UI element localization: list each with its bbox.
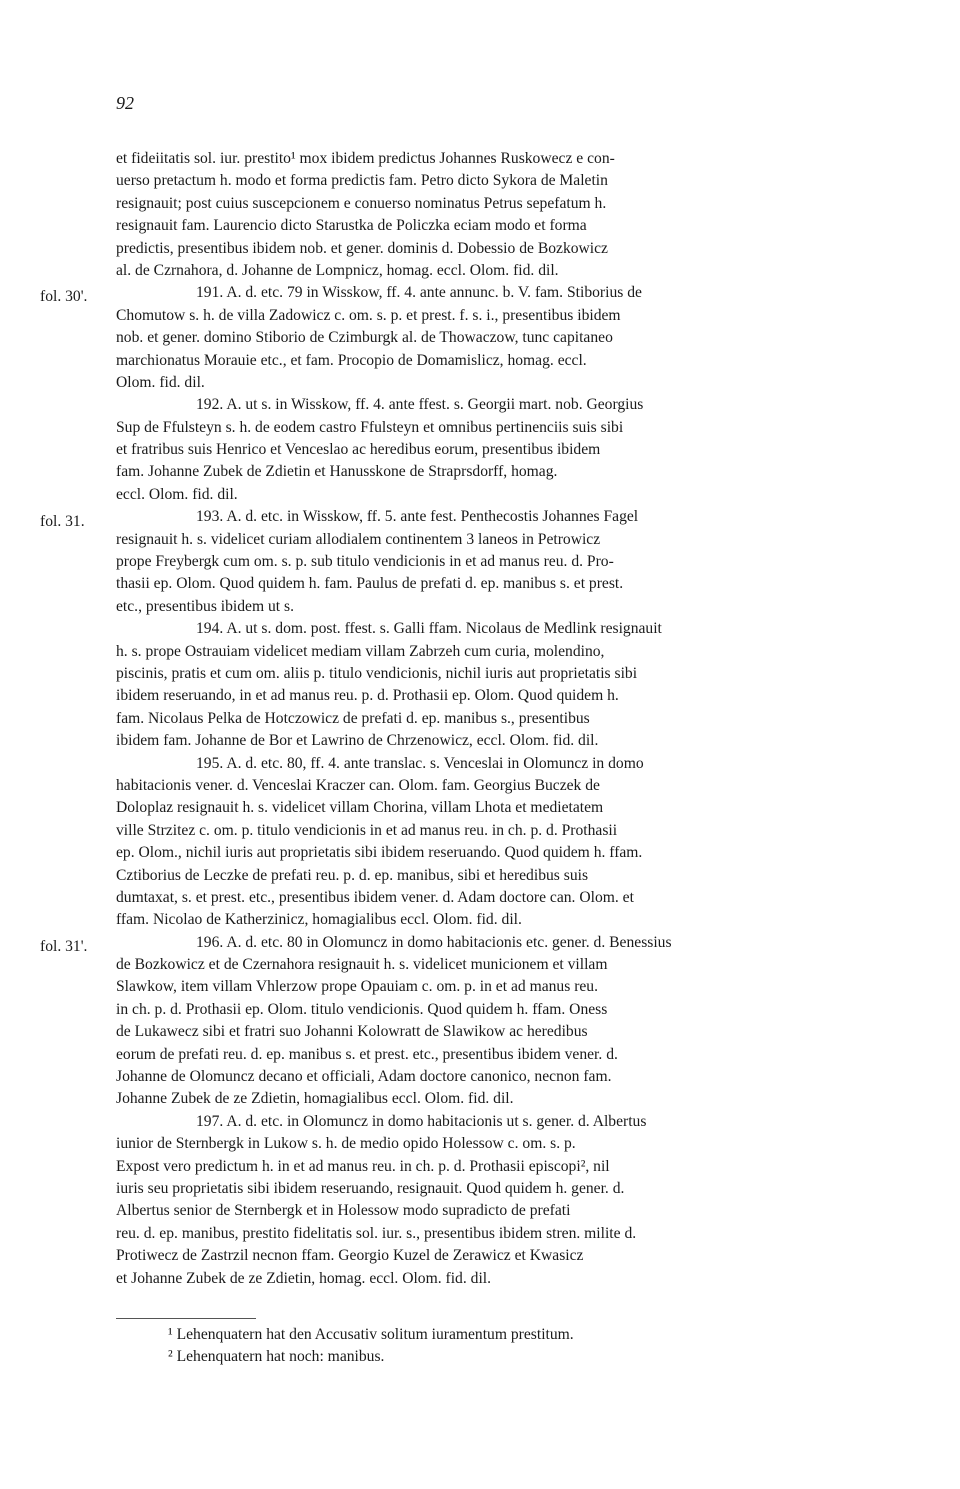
text-line: ibidem fam. Johanne de Bor et Lawrino de Chrzenowicz, eccl. Olom. fid. dil. <box>116 732 599 750</box>
text-line: Johanne Zubek de ze Zdietin, homagialibus eccl. Olom. fid. dil. <box>116 1090 514 1108</box>
text-line: prope Freybergk cum om. s. p. sub titulo vendicionis in et ad manus reu. d. Pro- <box>116 553 614 571</box>
text-line: eccl. Olom. fid. dil. <box>116 485 238 503</box>
text-line: iuris seu proprietatis sibi ibidem reseruando, resignauit. Quod quidem h. gener. d. <box>116 1179 625 1197</box>
text-line: Johanne de Olomuncz decano et officiali, Adam doctore canonico, necnon fam. <box>116 1068 612 1086</box>
text-line: Doloplaz resignauit h. s. videlicet villam Chorina, villam Lhota et medietatem <box>116 799 604 817</box>
text-line: ibidem reseruando, in et ad manus reu. p. d. Prothasii ep. Olom. Quod quidem h. <box>116 687 619 705</box>
text-line: Albertus senior de Sternbergk et in Holessow modo supradicto de prefati <box>116 1202 571 1220</box>
entry-194-start: 194. A. ut s. dom. post. ffest. s. Galli ffam. Nicolaus de Medlink resignauit <box>196 620 662 638</box>
text-line: Protiwecz de Zastrzil necnon ffam. Georgio Kuzel de Zerawicz et Kwasicz <box>116 1247 584 1265</box>
footnote-divider <box>116 1318 256 1319</box>
text-line: resignauit; post cuius suscepcionem e conuerso nominatus Petrus sepefatum h. <box>116 194 607 212</box>
margin-note-fol-30v: fol. 30'. <box>40 288 88 305</box>
text-line: uerso pretactum h. modo et forma predictis fam. Petro dicto Sykora de Maletin <box>116 172 608 190</box>
footnote-2: ² Lehenquatern hat noch: manibus. <box>168 1348 385 1365</box>
text-line: h. s. prope Ostrauiam videlicet mediam villam Zabrzeh cum curia, molendino, <box>116 642 605 660</box>
text-line: eorum de prefati reu. d. ep. manibus s. et prest. etc., presentibus ibidem vener. d. <box>116 1045 618 1063</box>
text-line: dumtaxat, s. et prest. etc., presentibus ibidem vener. d. Adam doctore can. Olom. et <box>116 888 634 906</box>
entry-191-start: 191. A. d. etc. 79 in Wisskow, ff. 4. ante annunc. b. V. fam. Stiborius de <box>196 284 642 302</box>
text-line: Cztiborius de Leczke de prefati reu. p. d. ep. manibus, sibi et heredibus suis <box>116 866 589 884</box>
entry-196-start: 196. A. d. etc. 80 in Olomuncz in domo habitacionis etc. gener. d. Benessius <box>196 933 672 951</box>
text-line: predictis, presentibus ibidem nob. et gener. dominis d. Dobessio de Bozkowicz <box>116 239 608 257</box>
text-line: resignauit fam. Laurencio dicto Starustka de Policzka eciam modo et forma <box>116 217 587 235</box>
entry-197-start: 197. A. d. etc. in Olomuncz in domo habitacionis ut s. gener. d. Albertus <box>196 1112 647 1130</box>
margin-note-fol-31: fol. 31. <box>40 513 85 530</box>
text-line: nob. et gener. domino Stiborio de Czimburgk al. de Thowaczow, tunc capitaneo <box>116 329 613 347</box>
entry-195-start: 195. A. d. etc. 80, ff. 4. ante translac. s. Venceslai in Olomuncz in domo <box>196 754 644 772</box>
text-line: al. de Czrnahora, d. Johanne de Lompnicz, homag. eccl. Olom. fid. dil. <box>116 261 559 279</box>
footnotes <box>168 1324 574 1368</box>
text-line: habitacionis vener. d. Venceslai Kraczer can. Olom. fam. Georgius Buczek de <box>116 776 600 794</box>
text-line: Expost vero predictum h. in et ad manus reu. in ch. p. d. Prothasii episcopi², nil <box>116 1157 610 1175</box>
page-number: 92 <box>116 93 134 113</box>
text-line: et Johanne Zubek de ze Zdietin, homag. eccl. Olom. fid. dil. <box>116 1269 492 1287</box>
text-line: Olom. fid. dil. <box>116 373 205 391</box>
text-line: ville Strzitez c. om. p. titulo vendicionis in et ad manus reu. in ch. p. d. Prothasii <box>116 821 618 839</box>
text-line: in ch. p. d. Prothasii ep. Olom. titulo vendicionis. Quod quidem h. ffam. Oness <box>116 1000 608 1018</box>
text-line: fam. Nicolaus Pelka de Hotczowicz de prefati d. ep. manibus s., presentibus <box>116 709 590 727</box>
text-line: piscinis, pratis et cum om. aliis p. titulo vendicionis, nichil iuris aut proprietatis sibi <box>116 664 638 682</box>
text-line: marchionatus Morauie etc., et fam. Procopio de Domamislicz, homag. eccl. <box>116 351 587 369</box>
footnote-1: ¹ Lehenquatern hat den Accusativ solitum iuramentum prestitum. <box>168 1326 574 1343</box>
text-line: Sup de Ffulsteyn s. h. de eodem castro Ffulsteyn et omnibus pertinenciis suis sibi <box>116 418 624 436</box>
text-line: Chomutow s. h. de villa Zadowicz c. om. s. p. et prest. f. s. i., presentibus ibidem <box>116 306 621 324</box>
text-line: fam. Johanne Zubek de Zdietin et Hanusskone de Straprsdorff, homag. <box>116 463 558 481</box>
text-line: resignauit h. s. videlicet curiam allodialem continentem 3 laneos in Petrowicz <box>116 530 601 548</box>
text-line: thasii ep. Olom. Quod quidem h. fam. Paulus de prefati d. ep. manibus s. et prest. <box>116 575 624 593</box>
margin-note-fol-31v: fol. 31'. <box>40 938 88 955</box>
text-line: de Bozkowicz et de Czernahora resignauit h. s. videlicet municionem et villam <box>116 956 608 974</box>
entry-192-start: 192. A. ut s. in Wisskow, ff. 4. ante ffest. s. Georgii mart. nob. Georgius <box>196 396 644 414</box>
entry-193-start: 193. A. d. etc. in Wisskow, ff. 5. ante fest. Penthecostis Johannes Fagel <box>196 508 639 526</box>
text-line: et fratribus suis Henrico et Venceslao ac heredibus eorum, presentibus ibidem <box>116 441 601 459</box>
text-line: de Lukawecz sibi et fratri suo Johanni Kolowratt de Slawikow ac heredibus <box>116 1023 588 1041</box>
text-line: et fideiitatis sol. iur. prestito¹ mox ibidem predictus Johannes Ruskowecz e con- <box>116 150 615 167</box>
text-line: iunior de Sternbergk in Lukow s. h. de medio opido Holessow c. om. s. p. <box>116 1135 576 1153</box>
main-text <box>116 148 814 1290</box>
text-line: ep. Olom., nichil iuris aut proprietatis sibi ibidem reseruando. Quod quidem h. ffam. <box>116 844 643 862</box>
text-line: ffam. Nicolao de Katherzinicz, homagialibus eccl. Olom. fid. dil. <box>116 911 522 929</box>
text-line: etc., presentibus ibidem ut s. <box>116 597 294 615</box>
text-line: Slawkow, item villam Vhlerzow prope Opauiam c. om. p. in et ad manus reu. <box>116 978 598 996</box>
text-line: reu. d. ep. manibus, prestito fidelitatis sol. iur. s., presentibus ibidem stren. milite d. <box>116 1224 637 1242</box>
